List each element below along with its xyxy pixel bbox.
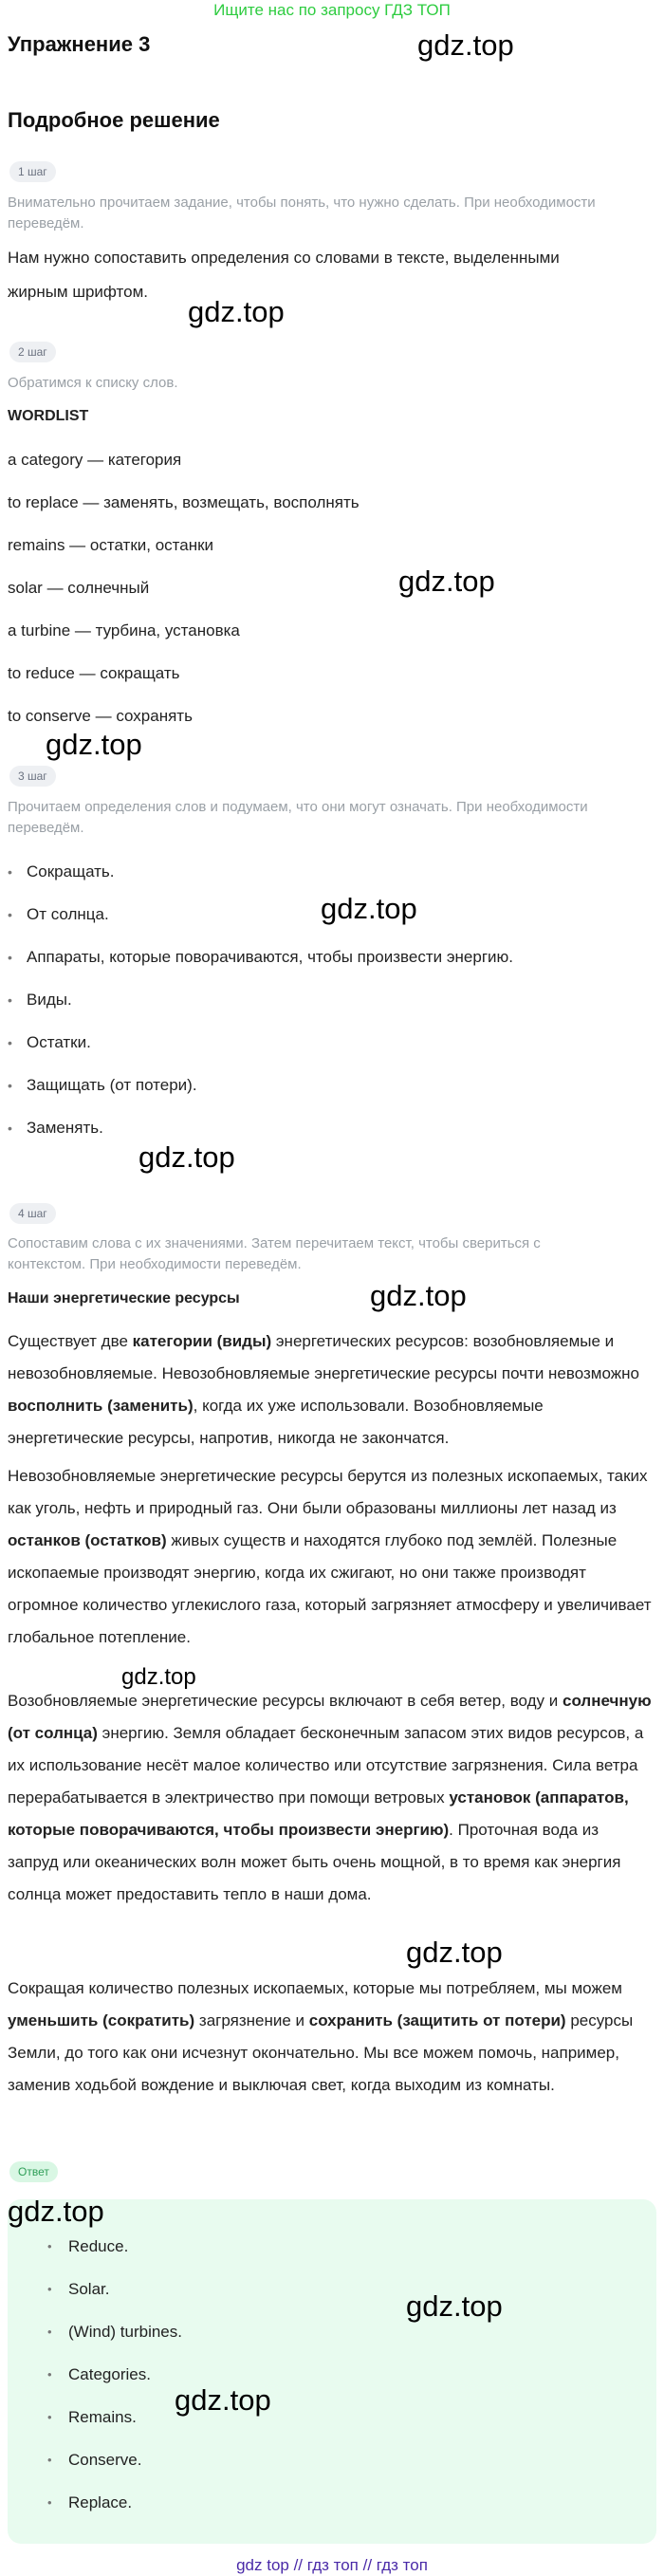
step-3-note-line-2: переведём. xyxy=(8,820,84,836)
top-banner: Ищите нас по запросу ГДЗ ТОП xyxy=(213,1,451,19)
definition-item: • Заменять. xyxy=(27,1117,103,1140)
watermark: gdz.top xyxy=(417,28,514,62)
bold-term: солнечную (от солнца) xyxy=(8,1692,652,1742)
text-run: . Проточная вода из запруд или океанических волн может быть очень мощной, в то время как энергия солнца может предоставить тепло в наши дома. xyxy=(8,1821,621,1903)
answer-item: • Replace. xyxy=(68,2492,132,2514)
bold-term: сохранить (защитить от потери) xyxy=(308,2011,566,2029)
text-run: живых существ и находятся глубоко под землёй. Полезные ископаемые производят энергию, когда их сжигают, но они также производят огромное количество углекислого газа, который загрязняет атмосферу и увеличивает глобальное потепление. xyxy=(8,1531,652,1646)
text-heading: Наши энергетические ресурсы xyxy=(8,1290,240,1307)
watermark: gdz.top xyxy=(370,1279,467,1312)
watermark: gdz.top xyxy=(406,1936,503,1969)
section-title: Подробное решение xyxy=(8,108,220,132)
step-4-note-line-2: контекстом. При необходимости переведём. xyxy=(8,1256,302,1272)
watermark: gdz.top xyxy=(321,892,417,925)
step-3-badge: 3 шаг xyxy=(9,766,56,787)
text-run: , когда их уже использовали. Возобновляемые энергетические ресурсы, напротив, никогда не закончатся. xyxy=(8,1397,544,1447)
watermark: gdz.top xyxy=(8,2195,104,2228)
step-1-text-line-1: Нам нужно сопоставить определения со словами в тексте, выделенными xyxy=(8,249,560,267)
text-run: энергию. Земля обладает бесконечным запасом этих видов ресурсов, а их использование несёт малое количество или отсутствие загрязнения. Сила ветра перерабатывается в электричество при помощи ветровых xyxy=(8,1724,644,1807)
watermark: gdz.top xyxy=(175,2383,271,2417)
paragraph-2 xyxy=(8,1460,653,1654)
text-run: Невозобновляемые энергетические ресурсы берутся из полезных ископаемых, таких как уголь, нефть и природный газ. Они были образованы миллионы лет назад из xyxy=(8,1467,648,1517)
definition-item: • От солнца. xyxy=(27,903,109,926)
step-2-note: Обратимся к списку слов. xyxy=(8,375,178,391)
bold-term: уменьшить (сократить) xyxy=(8,2011,195,2029)
step-1-badge: 1 шаг xyxy=(9,161,56,182)
step-2-badge: 2 шаг xyxy=(9,342,56,362)
wordlist-item: to replace — заменять, возмещать, восполнять xyxy=(8,493,360,511)
step-3-note-line-1: Прочитаем определения слов и подумаем, что они могут означать. При необходимости xyxy=(8,799,588,815)
definition-item: • Виды. xyxy=(27,989,72,1011)
watermark: gdz.top xyxy=(398,565,495,598)
wordlist-item: a turbine — турбина, установка xyxy=(8,621,240,639)
bold-term: установок (аппаратов, которые поворачиваются, чтобы произвести энергию) xyxy=(8,1788,629,1839)
footer-links[interactable]: gdz top // гдз топ // гдз топ xyxy=(236,2556,428,2574)
watermark: gdz.top xyxy=(138,1140,235,1174)
definition-item: • Остатки. xyxy=(27,1031,91,1054)
wordlist-item: remains — остатки, останки xyxy=(8,536,214,554)
answer-item: • Solar. xyxy=(68,2278,109,2301)
watermark: gdz.top xyxy=(188,295,285,328)
text-run: энергетических ресурсов: возобновляемые и невозобновляемые. Невозобновляемые энергетические ресурсы почти невозможно xyxy=(8,1332,639,1382)
paragraph-3 xyxy=(8,1685,653,1911)
page-title: Упражнение 3 xyxy=(8,32,151,56)
step-1-note-line-2: переведём. xyxy=(8,215,84,232)
answer-item: • (Wind) turbines. xyxy=(68,2321,182,2344)
text-run: Сокращая количество полезных ископаемых, которые мы потребляем, мы можем xyxy=(8,1979,622,1997)
text-run: Существует две xyxy=(8,1332,133,1350)
answer-badge: Ответ xyxy=(9,2161,58,2182)
text-run: Возобновляемые энергетические ресурсы включают в себя ветер, воду и xyxy=(8,1692,563,1710)
step-1-note-line-1: Внимательно прочитаем задание, чтобы понять, что нужно сделать. При необходимости xyxy=(8,195,596,211)
watermark: gdz.top xyxy=(406,2289,503,2323)
bold-term: останков (остатков) xyxy=(8,1531,167,1549)
definition-item: • Сокращать. xyxy=(27,861,115,883)
answer-item: • Reduce. xyxy=(68,2235,128,2258)
watermark: gdz.top xyxy=(46,728,142,761)
watermark: gdz.top xyxy=(121,1664,196,1690)
bold-term: восполнить (заменить) xyxy=(8,1397,194,1415)
step-1-text-line-2: жирным шрифтом. xyxy=(8,283,149,301)
definition-item: • Защищать (от потери). xyxy=(27,1074,197,1097)
text-run: загрязнение и xyxy=(194,2011,309,2029)
wordlist-item: solar — солнечный xyxy=(8,579,150,597)
definition-item: • Аппараты, которые поворачиваются, чтобы произвести энергию. xyxy=(27,946,513,969)
text-run: ресурсы Земли, до того как они исчезнут окончательно. Мы все можем помочь, например, заменив ходьбой вождение и выключая свет, когда выходим из комнаты. xyxy=(8,2011,634,2094)
wordlist-heading: WORDLIST xyxy=(8,408,89,424)
answer-item: • Remains. xyxy=(68,2406,137,2429)
paragraph-4 xyxy=(8,1973,653,2102)
step-4-badge: 4 шаг xyxy=(9,1203,56,1224)
bold-term: категории (виды) xyxy=(132,1332,272,1350)
answer-item: • Categories. xyxy=(68,2363,151,2386)
wordlist-item: to reduce — сокращать xyxy=(8,664,180,682)
wordlist-item: to conserve — сохранять xyxy=(8,707,193,725)
answer-item: • Conserve. xyxy=(68,2449,141,2472)
paragraph-1 xyxy=(8,1325,653,1455)
wordlist-item: a category — категория xyxy=(8,451,182,469)
step-4-note-line-1: Сопоставим слова с их значениями. Затем перечитаем текст, чтобы свериться с xyxy=(8,1235,541,1251)
